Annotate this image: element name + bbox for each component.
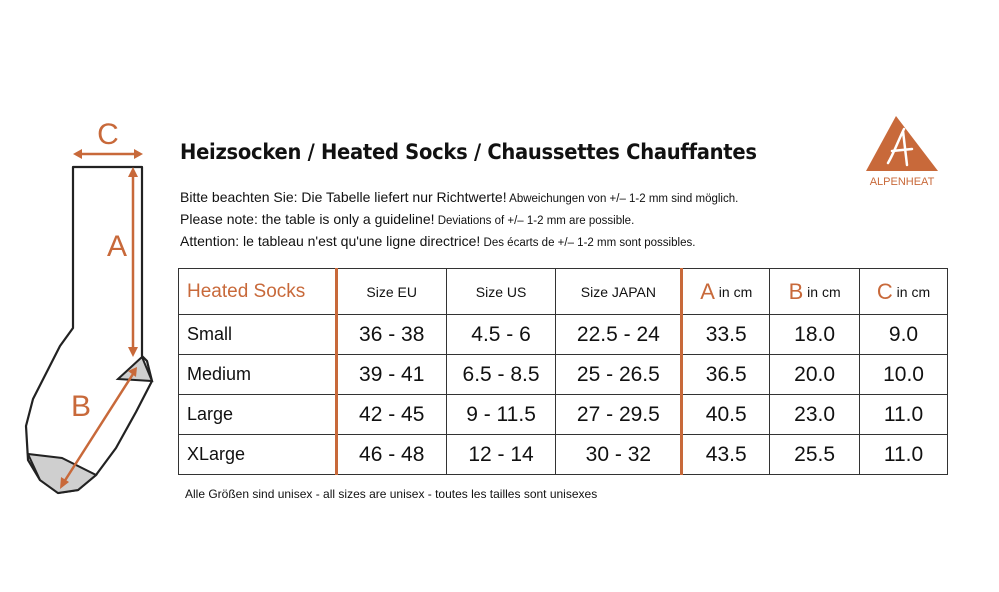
cell: 4.5 - 6 <box>446 315 556 355</box>
logo-text: ALPENHEAT <box>869 176 935 188</box>
b-label: B <box>70 390 92 423</box>
c-label: C <box>97 118 119 151</box>
a-dimension-arrow <box>128 167 138 357</box>
cell: 27 - 29.5 <box>556 395 682 435</box>
cell: 40.5 <box>682 395 770 435</box>
cell: 39 - 41 <box>336 355 446 395</box>
cell: 42 - 45 <box>336 395 446 435</box>
note-english <box>180 208 738 230</box>
alpenheat-logo <box>858 113 958 193</box>
unisex-footnote: Alle Größen sind unisex - all sizes are unisex - toutes les tailles sont unisexes <box>185 487 598 501</box>
table-row <box>179 435 948 475</box>
cell: 11.0 <box>860 435 948 475</box>
cell: 23.0 <box>770 395 860 435</box>
table-header-row <box>179 269 948 315</box>
cell: 36 - 38 <box>336 315 446 355</box>
a-label: A <box>106 230 128 263</box>
note-german <box>180 186 738 208</box>
note-main: Please note: the table is only a guideline! <box>180 211 435 227</box>
note-detail: Abweichungen von +/– 1-2 mm sind möglich. <box>506 193 739 205</box>
size-table <box>178 268 948 475</box>
table-row <box>179 315 948 355</box>
row-label: Medium <box>179 355 337 395</box>
col-header-size-eu: Size EU <box>336 269 446 315</box>
cell: 20.0 <box>770 355 860 395</box>
cell: 46 - 48 <box>336 435 446 475</box>
cell: 25 - 26.5 <box>556 355 682 395</box>
cell: 10.0 <box>860 355 948 395</box>
row-label: Small <box>179 315 337 355</box>
page-title: Heizsocken / Heated Socks / Chaussettes Chauffantes <box>180 140 757 164</box>
cell: 11.0 <box>860 395 948 435</box>
col-header-size-japan: Size JAPAN <box>556 269 682 315</box>
cell: 18.0 <box>770 315 860 355</box>
note-main: Attention: le tableau n'est qu'une ligne directrice! <box>180 233 481 249</box>
cell: 30 - 32 <box>556 435 682 475</box>
col-header-b: B in cm <box>770 269 860 315</box>
table-row <box>179 355 948 395</box>
col-header-size-us: Size US <box>446 269 556 315</box>
row-label: XLarge <box>179 435 337 475</box>
cell: 43.5 <box>682 435 770 475</box>
note-main: Bitte beachten Sie: Die Tabelle liefert nur Richtwerte! <box>180 189 507 205</box>
cell: 12 - 14 <box>446 435 556 475</box>
cell: 33.5 <box>682 315 770 355</box>
cell: 6.5 - 8.5 <box>446 355 556 395</box>
cell: 9.0 <box>860 315 948 355</box>
note-detail: Deviations of +/– 1-2 mm are possible. <box>434 215 635 227</box>
col-header-a: A in cm <box>682 269 770 315</box>
cell: 22.5 - 24 <box>556 315 682 355</box>
note-french <box>180 230 738 252</box>
sock-diagram <box>0 0 175 520</box>
note-detail: Des écarts de +/– 1-2 mm sont possibles. <box>480 237 696 249</box>
cell: 9 - 11.5 <box>446 395 556 435</box>
cell: 36.5 <box>682 355 770 395</box>
table-row <box>179 395 948 435</box>
col-header-c: C in cm <box>860 269 948 315</box>
guideline-notes <box>180 186 738 252</box>
cell: 25.5 <box>770 435 860 475</box>
row-label: Large <box>179 395 337 435</box>
table-corner-label: Heated Socks <box>179 269 337 315</box>
